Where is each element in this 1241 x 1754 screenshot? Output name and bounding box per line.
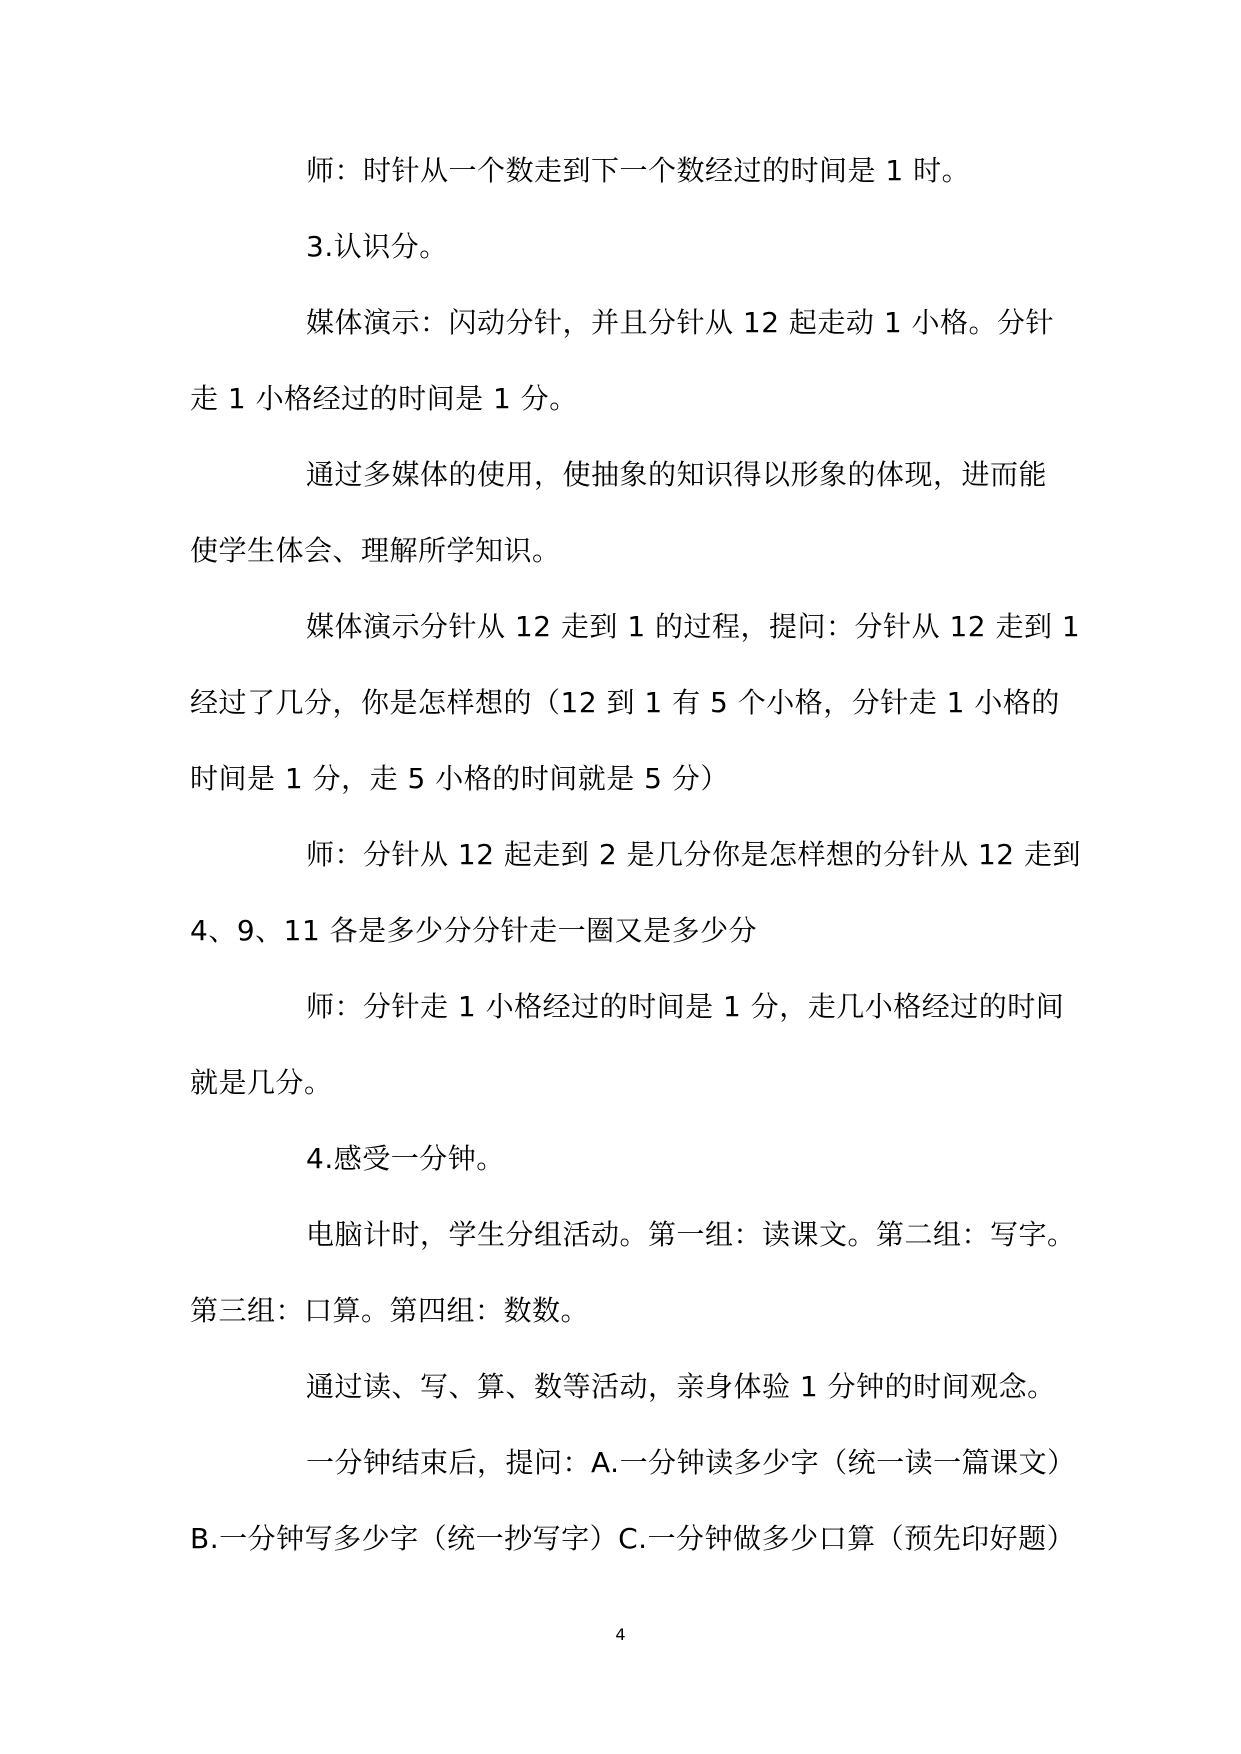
text-line: 媒体演示：闪动分针，并且分针从 12 起走动 1 小格。分针 — [306, 306, 1055, 339]
section-heading: 3.认识分。 — [306, 230, 448, 263]
text-line: 第三组：口算。第四组：数数。 — [190, 1294, 590, 1327]
text-line: 通过多媒体的使用，使抽象的知识得以形象的体现，进而能 — [306, 458, 1048, 491]
text-line: 一分钟结束后，提问：A.一分钟读多少字（统一读一篇课文） — [306, 1446, 1076, 1479]
text-line: 使学生体会、理解所学知识。 — [190, 534, 561, 567]
text-line: 电脑计时，学生分组活动。第一组：读课文。第二组：写字。 — [306, 1218, 1076, 1251]
text-line: 师：分针从 12 起走到 2 是几分你是怎样想的分针从 12 走到 — [306, 838, 1081, 871]
text-line: 经过了几分，你是怎样想的（12 到 1 有 5 个小格，分针走 1 小格的 — [190, 686, 1060, 719]
text-line: 媒体演示分针从 12 走到 1 的过程，提问：分针从 12 走到 1 — [306, 610, 1081, 643]
text-line: B.一分钟写多少字（统一抄写字）C.一分钟做多少口算（预先印好题） — [190, 1522, 1076, 1555]
page-number: 4 — [615, 1625, 626, 1644]
text-line: 师：分针走 1 小格经过的时间是 1 分，走几小格经过的时间 — [306, 990, 1065, 1023]
text-line: 就是几分。 — [190, 1066, 333, 1099]
text-line: 4、9、11 各是多少分分针走一圈又是多少分 — [190, 914, 758, 947]
text-line: 走 1 小格经过的时间是 1 分。 — [190, 382, 578, 415]
text-line: 时间是 1 分，走 5 小格的时间就是 5 分） — [190, 762, 729, 795]
section-heading: 4.感受一分钟。 — [306, 1142, 505, 1175]
text-line: 通过读、写、算、数等活动，亲身体验 1 分钟的时间观念。 — [306, 1370, 1056, 1403]
text-line: 师：时针从一个数走到下一个数经过的时间是 1 时。 — [306, 154, 971, 187]
